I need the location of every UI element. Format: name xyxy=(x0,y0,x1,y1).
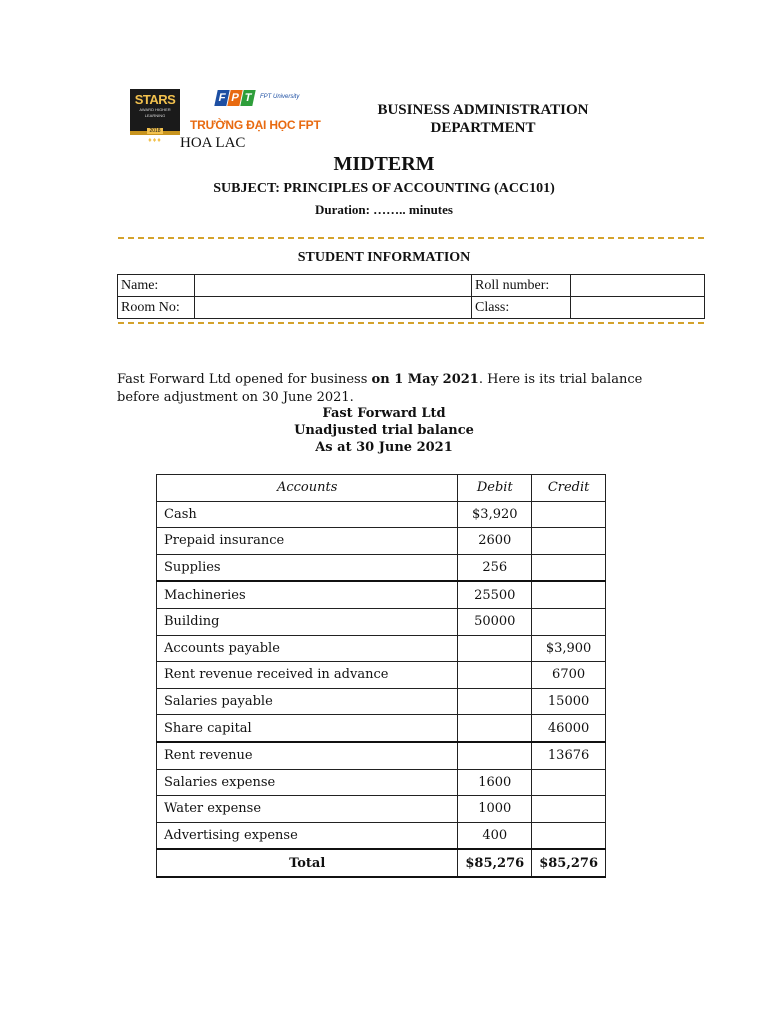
stars-logo-year: 2018 xyxy=(149,128,161,134)
student-info-row xyxy=(118,297,705,319)
table-row xyxy=(157,715,606,742)
account-cell: Rent revenue received in advance xyxy=(157,662,458,689)
department-line-2: DEPARTMENT xyxy=(430,120,536,136)
credit-cell: 46000 xyxy=(532,715,606,742)
stars-award-logo xyxy=(130,89,180,144)
debit-cell: 256 xyxy=(458,554,532,581)
account-cell: Building xyxy=(157,608,458,635)
student-info-table xyxy=(117,274,705,319)
table-row xyxy=(157,662,606,689)
account-cell: Cash xyxy=(157,501,458,528)
table-row xyxy=(157,769,606,796)
debit-cell: $3,920 xyxy=(458,501,532,528)
debit-cell: 50000 xyxy=(458,608,532,635)
debit-cell: 1600 xyxy=(458,769,532,796)
total-debit: $85,276 xyxy=(458,849,532,877)
credit-cell: 15000 xyxy=(532,688,606,715)
credit-cell xyxy=(532,581,606,608)
total-label: Total xyxy=(157,849,458,877)
stars-logo-dots: ♦♦♦ xyxy=(148,137,162,144)
credit-cell: 6700 xyxy=(532,662,606,689)
debit-cell xyxy=(458,742,532,769)
roll-number-field[interactable] xyxy=(571,275,705,297)
credit-cell xyxy=(532,796,606,823)
class-field[interactable] xyxy=(571,297,705,319)
table-row xyxy=(157,554,606,581)
department-heading xyxy=(358,101,608,137)
table-row xyxy=(157,742,606,769)
credit-cell xyxy=(532,608,606,635)
credit-cell xyxy=(532,501,606,528)
intro-date: on 1 May 2021 xyxy=(371,372,479,387)
credit-cell: $3,900 xyxy=(532,635,606,662)
student-info-title: STUDENT INFORMATION xyxy=(297,250,471,265)
table-row xyxy=(157,528,606,555)
trial-balance-heading xyxy=(234,405,534,456)
debit-cell xyxy=(458,635,532,662)
table-row xyxy=(157,688,606,715)
name-label: Name: xyxy=(118,275,195,297)
total-row xyxy=(157,849,606,877)
trial-balance-table xyxy=(156,474,606,878)
debit-cell: 1000 xyxy=(458,796,532,823)
fpt-mark-icon xyxy=(216,88,255,108)
debit-cell xyxy=(458,662,532,689)
duration-line: Duration: …….. minutes xyxy=(315,202,453,217)
subject-line: SUBJECT: PRINCIPLES OF ACCOUNTING (ACC101) xyxy=(213,181,555,196)
statement-name: Unadjusted trial balance xyxy=(294,423,474,438)
stars-logo-word: STARS xyxy=(134,92,176,107)
account-cell: Supplies xyxy=(157,554,458,581)
table-row xyxy=(157,501,606,528)
debit-cell: 25500 xyxy=(458,581,532,608)
department-line-1: BUSINESS ADMINISTRATION xyxy=(377,102,589,118)
total-credit: $85,276 xyxy=(532,849,606,877)
room-field[interactable] xyxy=(195,297,472,319)
account-cell: Salaries payable xyxy=(157,688,458,715)
question-intro xyxy=(117,371,657,407)
account-cell: Water expense xyxy=(157,796,458,823)
fpt-letter-p: P xyxy=(227,90,242,106)
debit-cell: 400 xyxy=(458,822,532,849)
credit-cell xyxy=(532,554,606,581)
header-accounts: Accounts xyxy=(157,475,458,502)
class-label: Class: xyxy=(472,297,571,319)
debit-cell: 2600 xyxy=(458,528,532,555)
fpt-university-caption: FPT University xyxy=(260,94,300,100)
table-row xyxy=(157,796,606,823)
credit-cell xyxy=(532,769,606,796)
name-field[interactable] xyxy=(195,275,472,297)
credit-cell xyxy=(532,822,606,849)
account-cell: Advertising expense xyxy=(157,822,458,849)
fpt-letter-f: F xyxy=(214,90,229,106)
room-label: Room No: xyxy=(118,297,195,319)
exam-title: MIDTERM xyxy=(333,153,435,175)
account-cell: Machineries xyxy=(157,581,458,608)
table-row xyxy=(157,635,606,662)
fpt-letter-t: T xyxy=(240,90,255,106)
intro-text-1: Fast Forward Ltd opened for business xyxy=(117,372,372,387)
account-cell: Share capital xyxy=(157,715,458,742)
divider-bottom xyxy=(118,322,704,324)
account-cell: Accounts payable xyxy=(157,635,458,662)
table-row xyxy=(157,822,606,849)
intro-text-2: . Here is its trial balance before adjustment on 30 June 2021. xyxy=(117,372,643,405)
company-name: Fast Forward Ltd xyxy=(322,406,446,421)
divider-top xyxy=(118,237,704,239)
debit-cell xyxy=(458,715,532,742)
account-cell: Prepaid insurance xyxy=(157,528,458,555)
stars-logo-subtitle: AWARD HIGHER LEARNING xyxy=(139,107,171,118)
header-debit: Debit xyxy=(458,475,532,502)
table-header-row xyxy=(157,475,606,502)
roll-number-label: Roll number: xyxy=(472,275,571,297)
account-cell: Salaries expense xyxy=(157,769,458,796)
credit-cell xyxy=(532,528,606,555)
header-credit: Credit xyxy=(532,475,606,502)
statement-date: As at 30 June 2021 xyxy=(315,440,453,455)
fpt-vietnamese-name: TRƯỜNG ĐẠI HỌC FPT xyxy=(190,118,321,132)
campus-name: HOA LAC xyxy=(180,135,246,151)
credit-cell: 13676 xyxy=(532,742,606,769)
student-info-row xyxy=(118,275,705,297)
debit-cell xyxy=(458,688,532,715)
table-row xyxy=(157,608,606,635)
account-cell: Rent revenue xyxy=(157,742,458,769)
table-row xyxy=(157,581,606,608)
fpt-university-logo xyxy=(190,88,321,134)
